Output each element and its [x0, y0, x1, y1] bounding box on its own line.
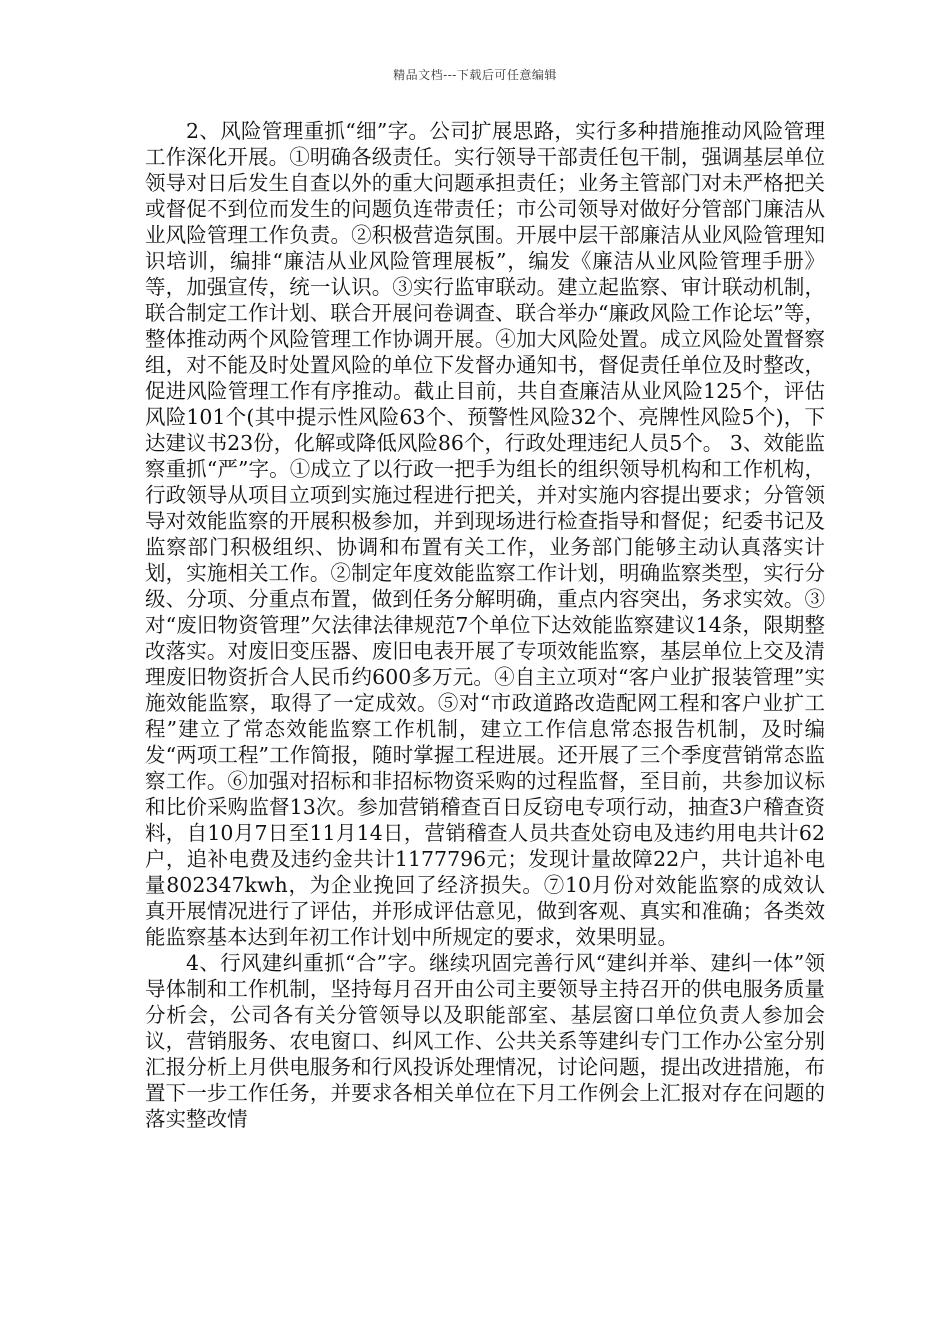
paragraph-conduct-correction: 4、行风建纠重抓“合”字。继续巩固完善行风“建纠并举、建纠一体”领导体制和工作机制，坚持每月召开由公司主要领导主持召开的供电服务质量分析会，公司各有关分管领导以及职能部室、基层窗口单位负责人参加会议，营销服务、农电窗口、纠风工作、公共关系等建纠专门工作办公室分别汇报分析上月供电服务和行风投诉处理情况，讨论问题，提出改进措施，布置下一步工作任务，并要求各相关单位在下月工作例会上汇报对存在问题的落实整改情: [145, 951, 825, 1131]
document-body: [145, 118, 825, 1132]
page-header: 精品文档---下载后可任意编辑: [393, 68, 557, 82]
paragraph-risk-and-efficiency: 2、风险管理重抓“细”字。公司扩展思路，实行多种措施推动风险管理工作深化开展。①明确各级责任。实行领导干部责任包干制，强调基层单位领导对日后发生自查以外的重大问题承担责任；业务主管部门对未严格把关或督促不到位而发生的问题负连带责任；市公司领导对做好分管部门廉洁从业风险管理工作负责。②积极营造氛围。开展中层干部廉洁从业风险管理知识培训，编排“廉洁从业风险管理展板”，编发《廉洁从业风险管理手册》等，加强宣传，统一认识。③实行监审联动。建立起监察、审计联动机制，联合制定工作计划、联合开展问卷调查、联合举办“廉政风险工作论坛”等，整体推动两个风险管理工作协调开展。④加大风险处置。成立风险处置督察组，对不能及时处置风险的单位下发督办通知书，督促责任单位及时整改，促进风险管理工作有序推动。截止目前，共自查廉洁从业风险125个，评估风险101个(其中提示性风险63个、预警性风险32个、亮牌性风险5个)，下达建议书23份，化解或降低风险86个，行政处理违纪人员5个。 3、效能监察重抓“严”字。①成立了以行政一把手为组长的组织领导机构和工作机构，行政领导从项目立项到实施过程进行把关，并对实施内容提出要求；分管领导对效能监察的开展积极参加，并到现场进行检查指导和督促；纪委书记及监察部门积极组织、协调和布置有关工作，业务部门能够主动认真落实计划，实施相关工作。②制定年度效能监察工作计划，明确监察类型，实行分级、分项、分重点布置，做到任务分解明确，重点内容突出，务求实效。③对“废旧物资管理”欠法律法律规范7个单位下达效能监察建议14条，限期整改落实。对废旧变压器、废旧电表开展了专项效能监察，基层单位上交及清理废旧物资折合人民币约600多万元。④自主立项对“客户业扩报装管理”实施效能监察，取得了一定成效。⑤对“市政道路改造配网工程和客户业扩工程”建立了常态效能监察工作机制，建立工作信息常态报告机制，及时编发“两项工程”工作简报，随时掌握工程进展。还开展了三个季度营销常态监察工作。⑥加强对招标和非招标物资采购的过程监督，至目前，共参加议标和比价采购监督13次。参加营销稽查百日反窃电专项行动，抽查3户稽查资料，自10月7日至11月14日，营销稽查人员共查处窃电及违约用电共计62户，追补电费及违约金共计1177796元；发现计量故障22户，共计追补电量802347kwh，为企业挽回了经济损失。⑦10月份对效能监察的成效认真开展情况进行了评估，并形成评估意见，做到客观、真实和准确；各类效能监察基本达到年初工作计划中所规定的要求，效果明显。: [145, 119, 825, 949]
